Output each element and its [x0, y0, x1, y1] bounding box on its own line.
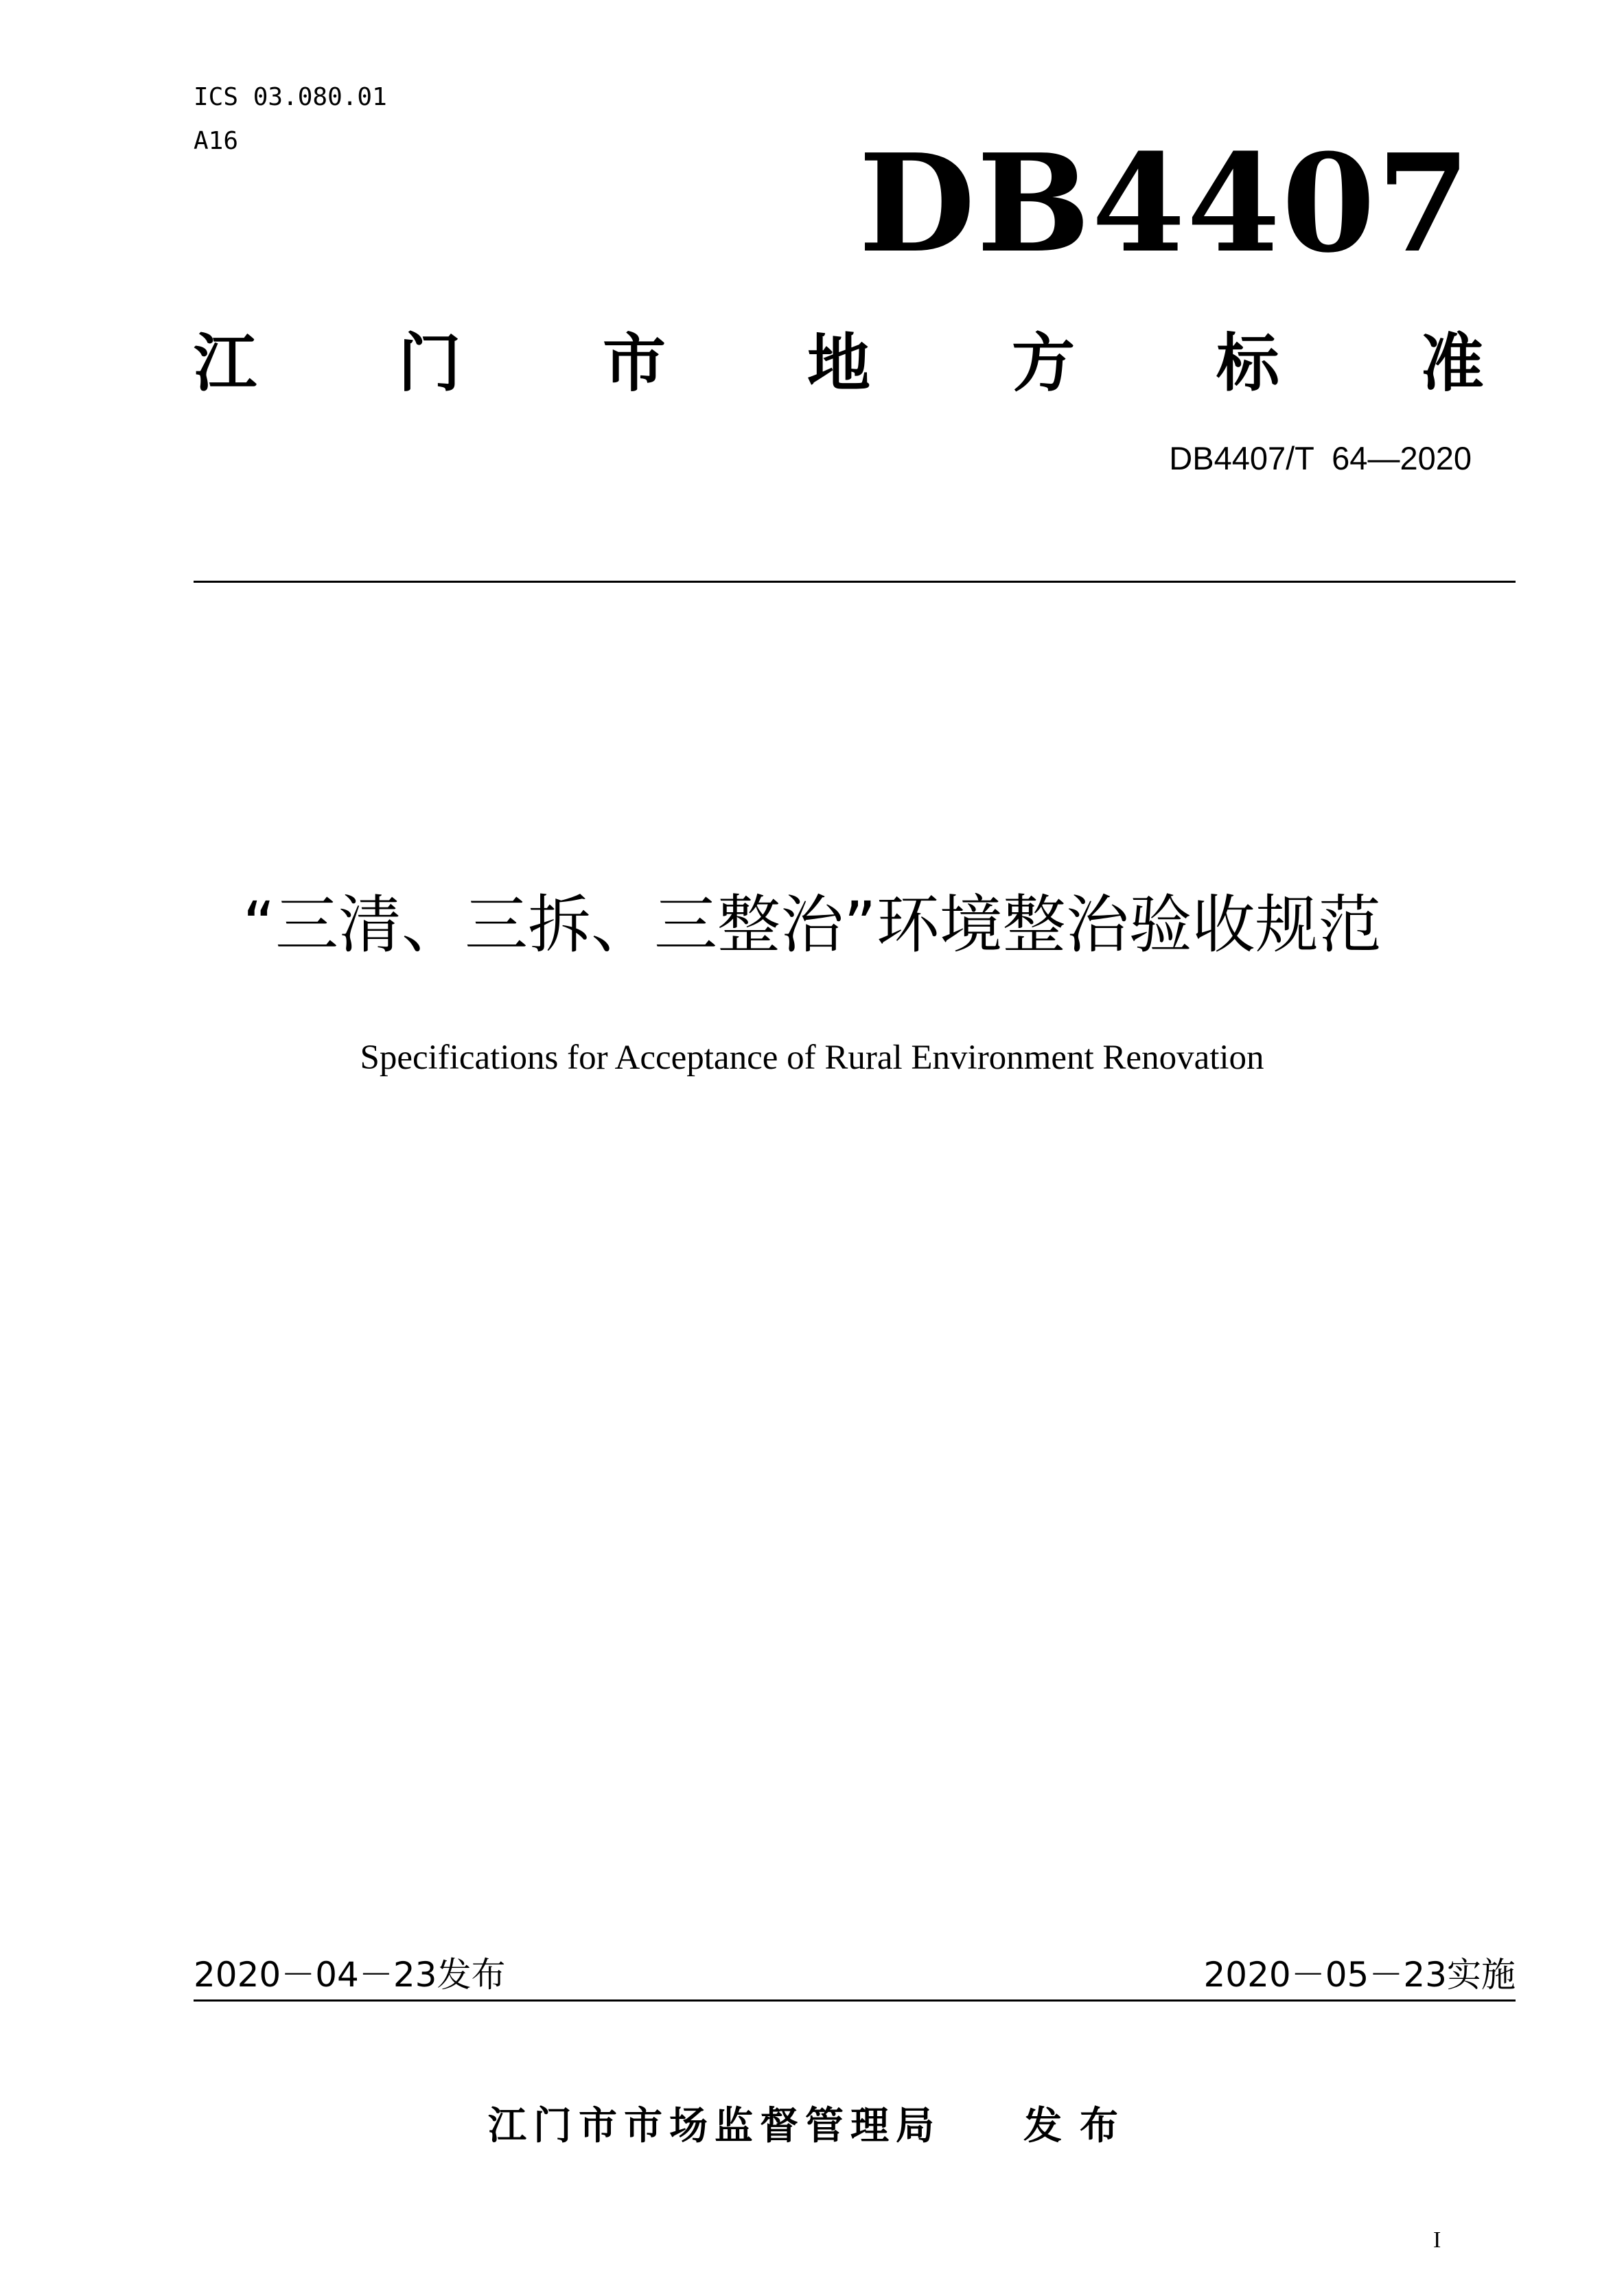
standard-type-char: 江 [194, 327, 257, 400]
standard-type-heading [194, 323, 1484, 405]
document-title-chinese: “三清、三拆、三整治”环境整治验收规范 [242, 888, 1382, 962]
standard-type-char: 方 [1011, 327, 1075, 400]
top-divider [194, 581, 1516, 583]
publish-date: 2020－04－23发布 [194, 1955, 506, 1995]
issuer-line [0, 2102, 1624, 2151]
standard-type-char: 市 [602, 327, 666, 400]
ccs-code: A16 [194, 127, 239, 155]
issue-action: 发布 [1023, 2104, 1136, 2148]
issuing-organization: 江门市市场监督管理局 [488, 2104, 941, 2148]
standard-code-mark: DB4407 [858, 125, 1472, 283]
document-title-english: Specifications for Acceptance of Rural Environment Renovation [360, 1039, 1264, 1077]
standard-type-char: 准 [1420, 327, 1484, 400]
standard-type-char: 门 [397, 327, 461, 400]
standard-number: DB4407/T 64—2020 [1169, 440, 1472, 476]
page-number: I [1433, 2227, 1441, 2253]
standard-type-char: 地 [807, 327, 870, 400]
ics-code: ICS 03.080.01 [194, 83, 387, 111]
standard-type-char: 标 [1216, 327, 1279, 400]
bottom-divider [194, 1999, 1516, 2002]
effective-date: 2020－05－23实施 [1203, 1955, 1516, 1995]
